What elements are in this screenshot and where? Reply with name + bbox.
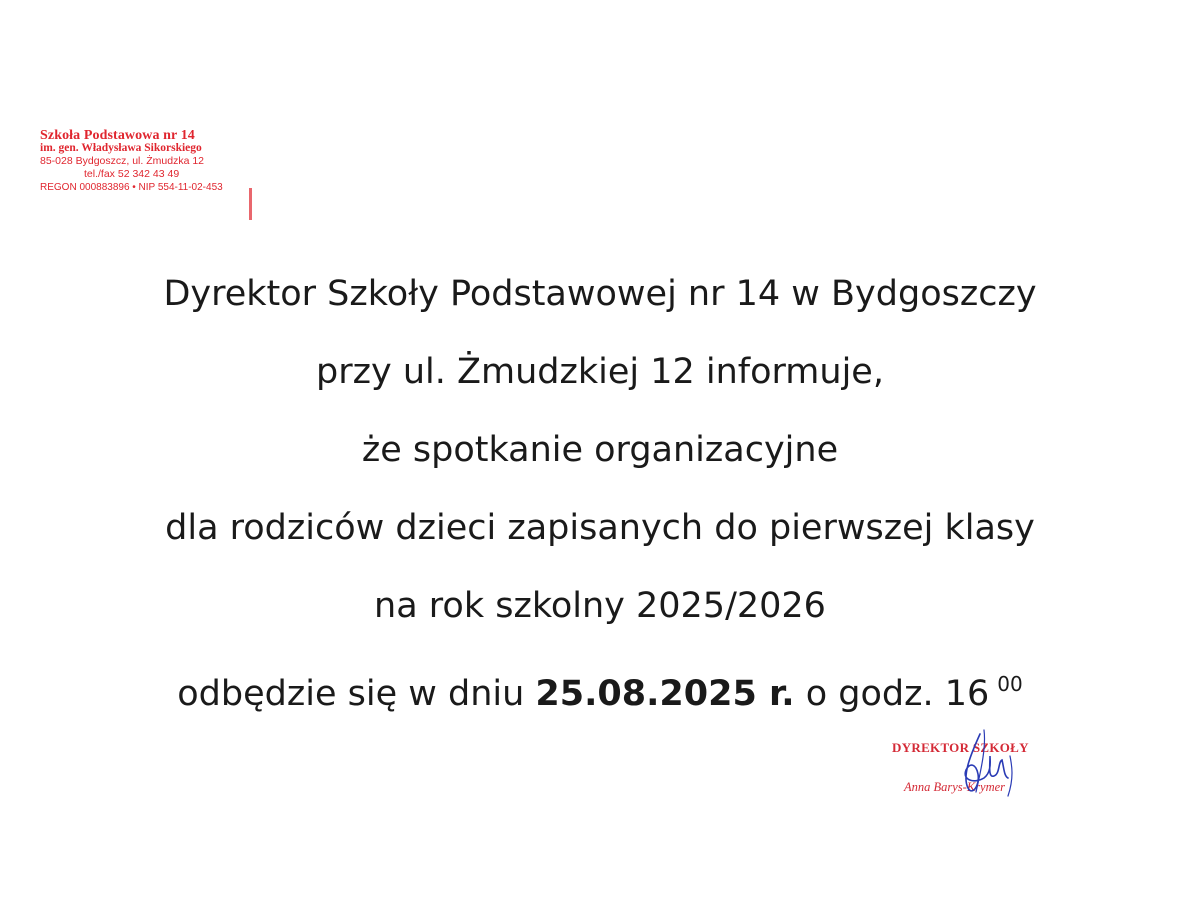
announcement-line-4: dla rodziców dzieci zapisanych do pierwszej klasy	[165, 508, 1035, 548]
director-title: DYREKTOR SZKOŁY	[892, 740, 1029, 755]
meeting-prefix: odbędzie się w dniu	[177, 674, 536, 714]
stamp-phone: tel./fax 52 342 43 49	[84, 168, 180, 180]
announcement-line-1: Dyrektor Szkoły Podstawowej nr 14 w Bydgoszczy	[163, 274, 1037, 314]
stamp-edge-mark	[249, 188, 252, 220]
stamp-patron: im. gen. Władysława Sikorskiego	[40, 142, 202, 154]
announcement-line-3: że spotkanie organizacyjne	[361, 430, 839, 470]
meeting-date: 25.08.2025 r.	[535, 674, 795, 714]
announcement-text	[0, 262, 1200, 726]
school-stamp	[40, 129, 255, 194]
stamp-address: 85-028 Bydgoszcz, ul. Żmudzka 12	[40, 155, 205, 167]
meeting-time-label: o godz. 16	[794, 674, 990, 714]
director-stamp	[880, 738, 1060, 808]
announcement-line-5: na rok szkolny 2025/2026	[374, 586, 826, 626]
handwritten-signature-icon	[940, 726, 1030, 806]
meeting-time-minutes: 00	[997, 672, 1023, 696]
announcement-line-2: przy ul. Żmudzkiej 12 informuje,	[316, 352, 884, 392]
announcement-line-6	[0, 652, 1200, 726]
director-name: Anna Barys-Krymer	[904, 780, 1006, 794]
stamp-regon-nip: REGON 000883896 • NIP 554-11-02-453	[40, 182, 223, 193]
stamp-school-name: Szkoła Podstawowa nr 14	[40, 128, 195, 143]
